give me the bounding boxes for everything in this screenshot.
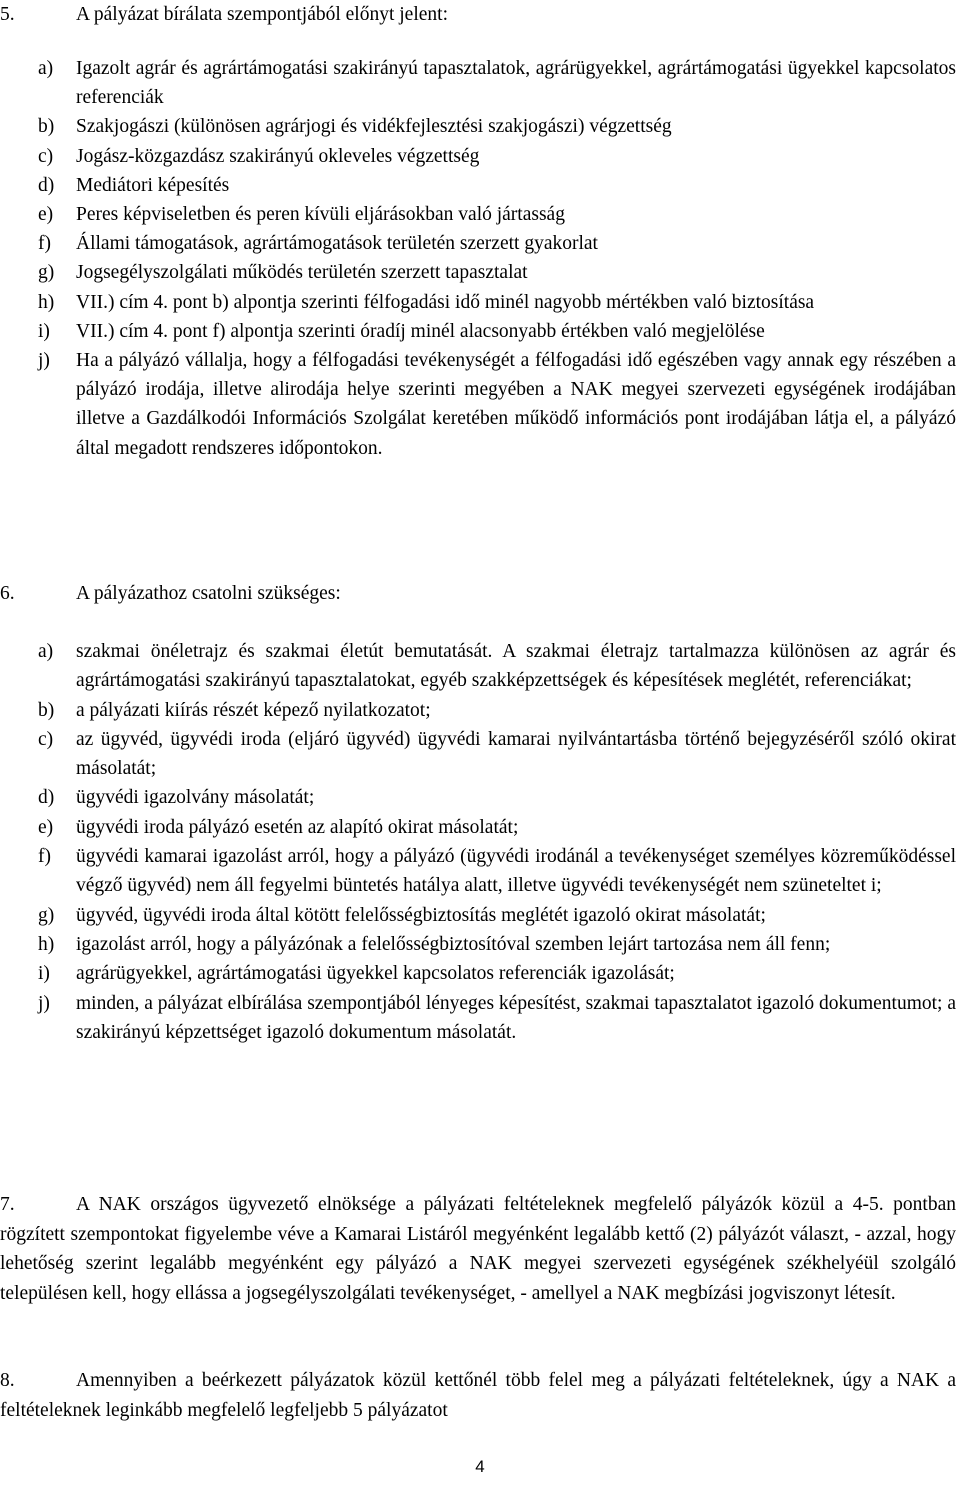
list-item [0,989,956,1048]
list-item-label: i) [38,963,50,985]
list-item [0,317,956,346]
list-item-label: c) [38,728,54,750]
section-5-list [0,54,956,463]
list-item-text: Jogász-közgazdász szakirányú okleveles végzettség [76,145,480,167]
list-item-text: Igazolt agrár és agrártámogatási szakirányú tapasztalatok, agrárügyekkel, agrártámogatási ügyekkel kapcsolatos referenciák [76,58,956,109]
section-8-paragraph [0,1366,956,1425]
list-item-text: Jogsegélyszolgálati működés területén szerzett tapasztalat [76,262,528,284]
list-item-text: Ha a pályázó vállalja, hogy a félfogadási tevékenységét a félfogadási idő egészében vagy annak egy részében a pályázó irodája, illetve alirodája helye szerinti megyében a NAK megyei szervezeti egységének irodájában illetve a Gazdálkodói Információs Szolgálat keretében működő információs pont irodájában látja el, a pályázó által megadott rendszeres időpontokon. [76,350,956,459]
list-item-text: VII.) cím 4. pont b) alpontja szerinti félfogadási idő minél nagyobb mértékben való biztosítása [76,291,815,313]
list-item-label: j) [38,350,50,372]
section-number: 5. [0,4,15,25]
list-item-text: a pályázati kiírás részét képező nyilatkozatot; [76,699,431,721]
section-number: 6. [0,583,15,604]
section-number: 7. [0,1194,15,1215]
list-item-text: szakmai önéletrajz és szakmai életút bemutatását. A szakmai életrajz tartalmazza különösen az agrár és agrártámogatási szakirányú tapasztalatokat, egyéb szakképzettségek és képesítések meglétét, referenciákat; [76,641,956,692]
list-item [0,901,956,930]
list-item-text: minden, a pályázat elbírálása szempontjából lényeges képesítést, szakmai tapasztalatot igazoló dokumentumot; a szakirányú képzettséget igazoló dokumentum másolatát. [76,992,956,1043]
section-title: A pályázat bírálata szempontjából előnyt jelent: [76,4,448,25]
list-item-label: e) [38,204,54,226]
list-item-text: agrárügyekkel, agrártámogatási ügyekkel kapcsolatos referenciák igazolását; [76,963,675,985]
list-item [0,930,956,959]
list-item-label: j) [38,992,50,1014]
list-item-text: igazolást arról, hogy a pályázónak a felelősségbiztosítóval szemben lejárt tartozása nem áll fenn; [76,933,831,955]
list-item-text: ügyvédi iroda pályázó esetén az alapító okirat másolatát; [76,816,519,838]
list-item-label: e) [38,816,54,838]
list-item [0,725,956,784]
list-item [0,258,956,287]
list-item-label: f) [38,846,51,868]
list-item-text: Állami támogatások, agrártámogatások területén szerzett gyakorlat [76,233,598,255]
list-item-label: c) [38,145,54,167]
list-item [0,813,956,842]
list-item-label: g) [38,904,55,926]
list-item-label: d) [38,174,55,196]
list-item-text: ügyvédi igazolvány másolatát; [76,787,315,809]
page-number: 4 [475,1457,485,1476]
list-item [0,229,956,258]
list-item-label: g) [38,262,55,284]
list-item-text: VII.) cím 4. pont f) alpontja szerinti óradíj minél alacsonyabb értékben való megjelölése [76,320,765,342]
section-text: Amennyiben a beérkezett pályázatok közül kettőnél több felel meg a pályázati feltételeknek, úgy a NAK a feltételeknek leginkább megfelelő legfeljebb 5 pályázatot [0,1370,956,1421]
section-title: A pályázathoz csatolni szükséges: [76,583,341,604]
list-item-label: a) [38,641,54,662]
list-item [0,288,956,317]
list-item-text: Peres képviseletben és peren kívüli eljárásokban való jártasság [76,204,565,226]
list-item [0,842,956,901]
list-item [0,346,956,463]
list-item-label: i) [38,320,50,342]
list-item-text: Mediátori képesítés [76,174,230,196]
list-item [0,200,956,229]
list-item-label: h) [38,933,55,955]
list-item-label: f) [38,233,51,255]
list-item [0,637,956,696]
list-item-label: h) [38,291,55,313]
list-item-text: az ügyvéd, ügyvédi iroda (eljáró ügyvéd) ügyvédi kamarai nyilvántartásba történő bejegyzéséről szóló okirat másolatát; [76,728,956,780]
list-item-text: ügyvéd, ügyvédi iroda által kötött felelősségbiztosítás meglétét igazoló okirat másolatát; [76,904,766,926]
list-item [0,142,956,171]
list-item [0,959,956,988]
list-item-text: ügyvédi kamarai igazolást arról, hogy a pályázó (ügyvédi irodánál a tevékenységet személyes közreműködéssel végző ügyvéd) nem áll fegyelmi büntetés hatálya alatt, illetve ügyvédi tevékenységét nem szüneteltet i; [76,846,956,897]
list-item-text: Szakjogászi (különösen agrárjogi és vidékfejlesztési szakjogászi) végzettség [76,116,672,138]
list-item [0,112,956,141]
list-item-label: b) [38,116,55,138]
list-item [0,696,956,725]
list-item [0,171,956,200]
list-item-label: a) [38,58,54,79]
section-number: 8. [0,1370,15,1391]
section-6-list [0,637,956,1047]
list-item [0,783,956,812]
section-7-paragraph [0,1190,956,1308]
list-item-label: b) [38,699,55,721]
list-item-label: d) [38,787,55,809]
list-item [0,54,956,112]
section-text: A NAK országos ügyvezető elnöksége a pályázati feltételeknek megfelelő pályázók közül a 4-5. pontban rögzített szempontokat figyelembe véve a Kamarai Listáról megyénként legalább kettő (2) pályázót választ, - azzal, hogy lehetőség szerint legalább megyénként egy pályázó a NAK megyei szervezeti egységének székhelyéül szolgáló településen kell, hogy ellássa a jogsegélyszolgálati tevékenységet, - amellyel a NAK megbízási jogviszonyt létesít. [0,1194,956,1304]
